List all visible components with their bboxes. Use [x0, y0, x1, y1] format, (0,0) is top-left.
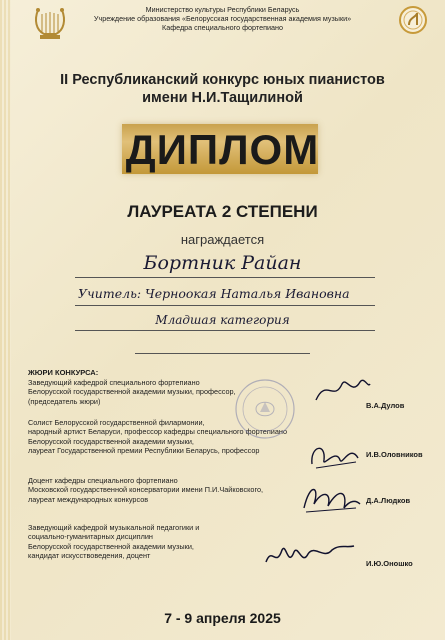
jury-title: ЖЮРИ КОНКУРСА:	[28, 368, 99, 377]
category-line: Младшая категория	[155, 313, 290, 327]
teacher-underline	[75, 305, 375, 306]
teacher-line: Учитель: Черноокая Наталья Ивановна	[78, 286, 350, 301]
diploma-title: ДИПЛОМ	[125, 126, 320, 173]
institution-header: Учреждение образования «Белорусская государственная академия музыки»	[93, 14, 352, 23]
name-underline	[75, 277, 375, 278]
blank-underline	[135, 353, 310, 354]
jury-member-3-description: Доцент кафедры специального фортепиано Московской государственной консерватории имени П.И.Чайковского, лауреат международных конкурсов	[28, 476, 264, 504]
jury-member-2-name: И.В.Оловников	[366, 450, 423, 459]
signature-onoshko	[262, 538, 358, 574]
jury-member-3-name: Д.А.Людков	[366, 496, 411, 505]
signature-lyudkov	[298, 478, 364, 518]
recipient-name: Бортник Райан	[143, 252, 302, 274]
jury-member-4-name: И.Ю.Оношко	[366, 559, 413, 568]
competition-dates: 7 - 9 апреля 2025	[164, 610, 281, 626]
ministry-header: Министерство культуры Республики Беларусь	[145, 5, 300, 14]
jury-member-4-description: Заведующий кафедрой музыкальной педагогики и социально-гуманитарных дисциплин Белорусской государственной академии музыки, кандидат искусствоведения, доцент	[28, 523, 200, 560]
official-seal	[234, 378, 296, 440]
awarded-label: награждается	[180, 232, 265, 247]
jury-member-1-name: В.А.Дулов	[366, 401, 405, 410]
jury-member-2-description: Солист Белорусской государственной филармонии, народный артист Беларуси, профессор кафедры специального фортепиано Белорусской государственной академии музыки, лауреат Государственной премии Республики Беларусь, профессор	[28, 418, 288, 455]
category-underline	[75, 330, 375, 331]
jury-member-1-description: Заведующий кафедрой специального фортепиано Белорусской государственной академии музыки, профессор, (председатель жюри)	[28, 378, 236, 406]
competition-title-line2: имени Н.И.Тащилиной	[142, 90, 303, 106]
signature-olovnikov	[306, 438, 364, 472]
department-header: Кафедра специального фортепиано	[162, 23, 283, 32]
competition-title-line1: II Республиканский конкурс юных пианистов	[60, 72, 385, 88]
laureate-degree: ЛАУРЕАТА 2 СТЕПЕНИ	[127, 202, 318, 221]
signature-dulov	[312, 372, 372, 406]
